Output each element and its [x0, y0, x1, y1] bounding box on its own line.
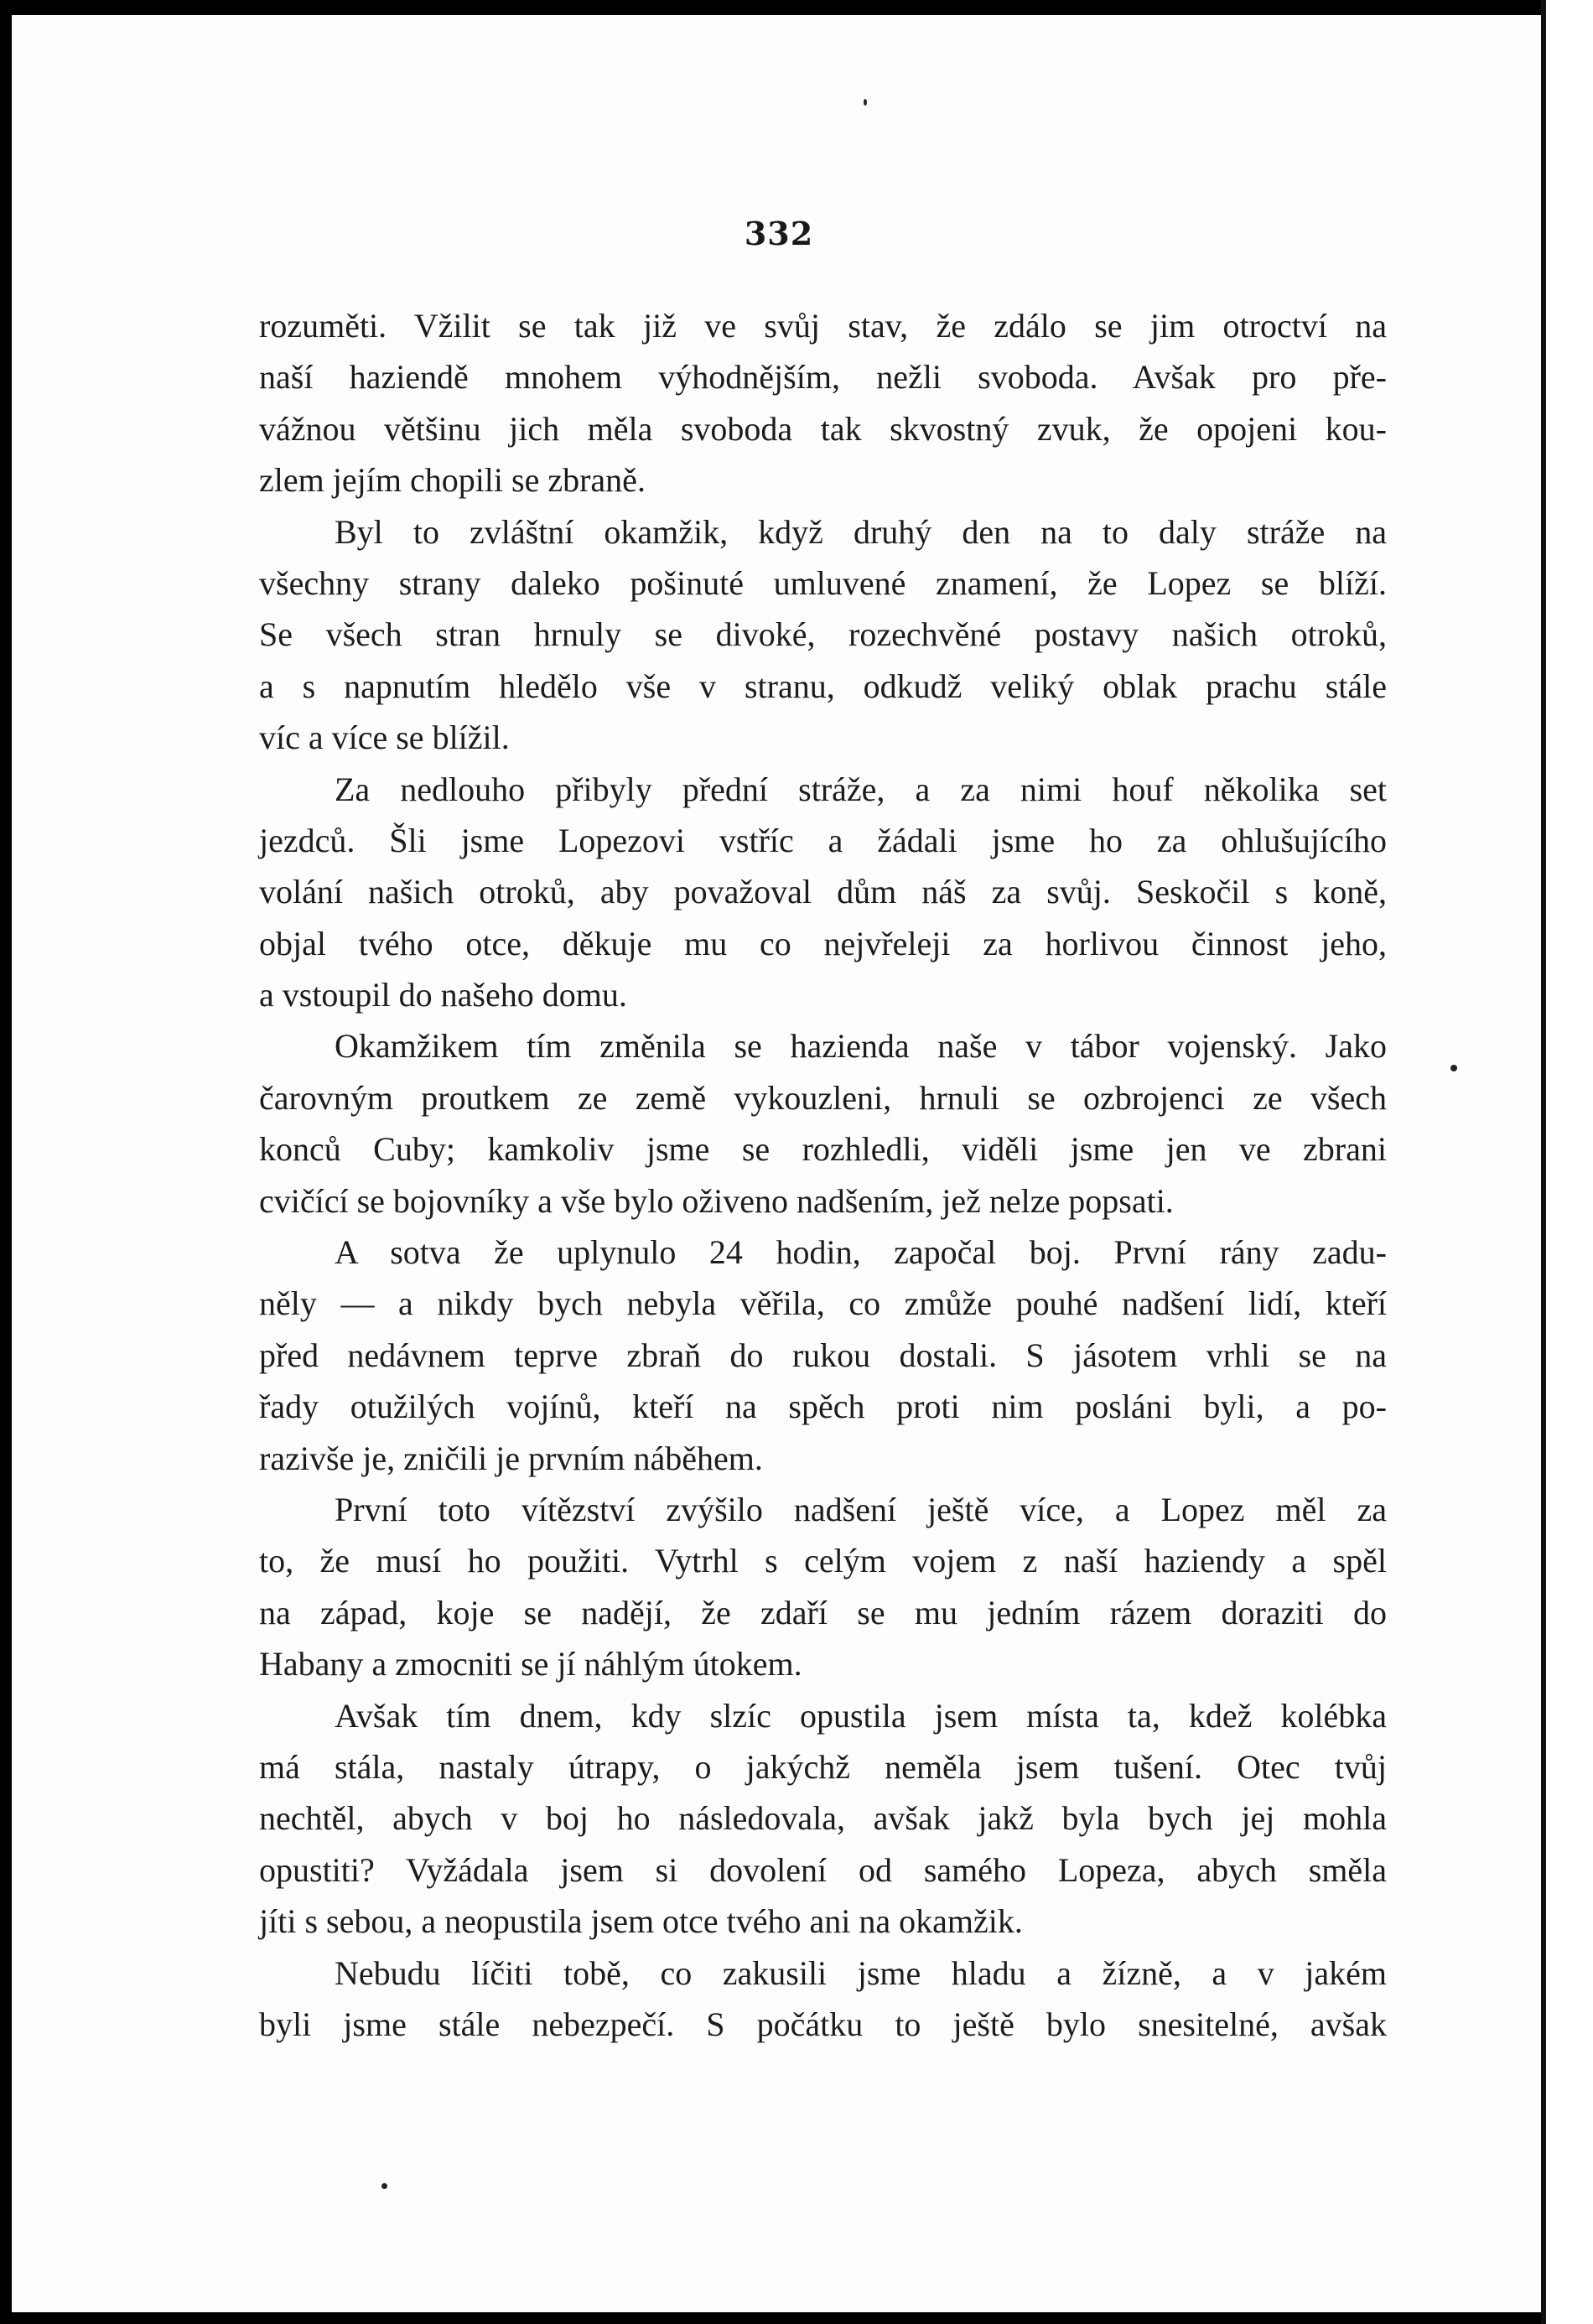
- text-line: objal tvého otce, děkuje mu co nejvřeleji za horlivou činnost jeho,: [259, 924, 1387, 962]
- text-line: před nedávnem teprve zbraň do rukou dostali. S jásotem vrhli se na: [259, 1336, 1387, 1374]
- text-line: a vstoupil do našeho domu.: [259, 976, 627, 1014]
- text-line: jíti s sebou, a neopustila jsem otce tvého ani na okamžik.: [259, 1902, 1023, 1941]
- paragraph-start-line: Byl to zvláštní okamžik, když druhý den na to daly stráže na: [335, 512, 1387, 551]
- body-text: [259, 300, 1387, 2050]
- paragraph-start-line: Avšak tím dnem, kdy slzíc opustila jsem místa ta, kdež kolébka: [335, 1696, 1387, 1735]
- ink-speck: [1450, 1065, 1457, 1071]
- text-line: byli jsme stále nebezpečí. S počátku to ještě bylo snesitelné, avšak: [259, 2005, 1387, 2043]
- paragraph-start-line: První toto vítězství zvýšilo nadšení ještě více, a Lopez měl za: [335, 1490, 1387, 1528]
- text-line: konců Cuby; kamkoliv jsme se rozhledli, viděli jsme jen ve zbrani: [259, 1130, 1387, 1169]
- text-line: má stála, nastaly útrapy, o jakýchž neměla jsem tušení. Otec tvůj: [259, 1747, 1387, 1786]
- text-line: Se všech stran hrnuly se divoké, rozechvěné postavy našich otroků,: [259, 615, 1387, 654]
- text-line: na západ, koje se nadějí, že zdaří se mu jedním rázem doraziti do: [259, 1593, 1387, 1631]
- text-line: to, že musí ho použiti. Vytrhl s celým vojem z naší haziendy a spěl: [259, 1542, 1387, 1580]
- text-line: cvičící se bojovníky a vše bylo oživeno nadšením, jež nelze popsati.: [259, 1181, 1174, 1220]
- text-line: vážnou většinu jich měla svoboda tak skvostný zvuk, že opojeni kou-: [259, 409, 1387, 448]
- text-line: jezdců. Šli jsme Lopezovi vstříc a žádali jsme ho za ohlušujícího: [259, 821, 1387, 859]
- text-line: volání našich otroků, aby považoval dům náš za svůj. Seskočil s koně,: [259, 873, 1387, 911]
- text-line: nechtěl, abych v boj ho následovala, avšak jakž byla bych jej mohla: [259, 1799, 1387, 1838]
- paragraph-start-line: Za nedlouho přibyly přední stráže, a za nimi houf několika set: [335, 770, 1387, 808]
- ink-speck: [381, 2183, 387, 2189]
- text-line: Habany a zmocniti se jí náhlým útokem.: [259, 1645, 802, 1683]
- text-line: víc a více se blížil.: [259, 718, 510, 757]
- ink-speck: [864, 99, 867, 106]
- scan-edge: [1541, 0, 1593, 2324]
- paragraph-start-line: Okamžikem tím změnila se hazienda naše v tábor vojenský. Jako: [335, 1027, 1387, 1066]
- text-line: razivše je, zničili je prvním náběhem.: [259, 1439, 763, 1477]
- text-line: řady otužilých vojínů, kteří na spěch proti nim posláni byli, a po-: [259, 1388, 1387, 1426]
- paragraph-start-line: A sotva že uplynulo 24 hodin, započal boj. První rány zadu-: [335, 1233, 1387, 1272]
- text-line: opustiti? Vyžádala jsem si dovolení od samého Lopeza, abych směla: [259, 1850, 1387, 1889]
- text-line: všechny strany daleko pošinuté umluvené znamení, že Lopez se blíží.: [259, 563, 1387, 602]
- text-line: rozuměti. Vžilit se tak již ve svůj stav, že zdálo se jim otroctví na: [259, 307, 1387, 345]
- text-line: něly — a nikdy bych nebyla věřila, co zmůže pouhé nadšení lidí, kteří: [259, 1284, 1387, 1323]
- text-line: čarovným proutkem ze země vykouzleni, hrnuli se ozbrojenci ze všech: [259, 1078, 1387, 1117]
- paragraph-start-line: Nebudu líčiti tobě, co zakusili jsme hladu a žízně, a v jakém: [335, 1953, 1387, 1992]
- page-number: 332: [744, 215, 814, 252]
- text-line: zlem jejím chopili se zbraně.: [259, 461, 646, 500]
- book-page: [12, 15, 1546, 2312]
- text-line: naší haziendě mnohem výhodnějším, nežli svoboda. Avšak pro pře-: [259, 358, 1387, 397]
- text-line: a s napnutím hledělo vše v stranu, odkudž veliký oblak prachu stále: [259, 667, 1387, 705]
